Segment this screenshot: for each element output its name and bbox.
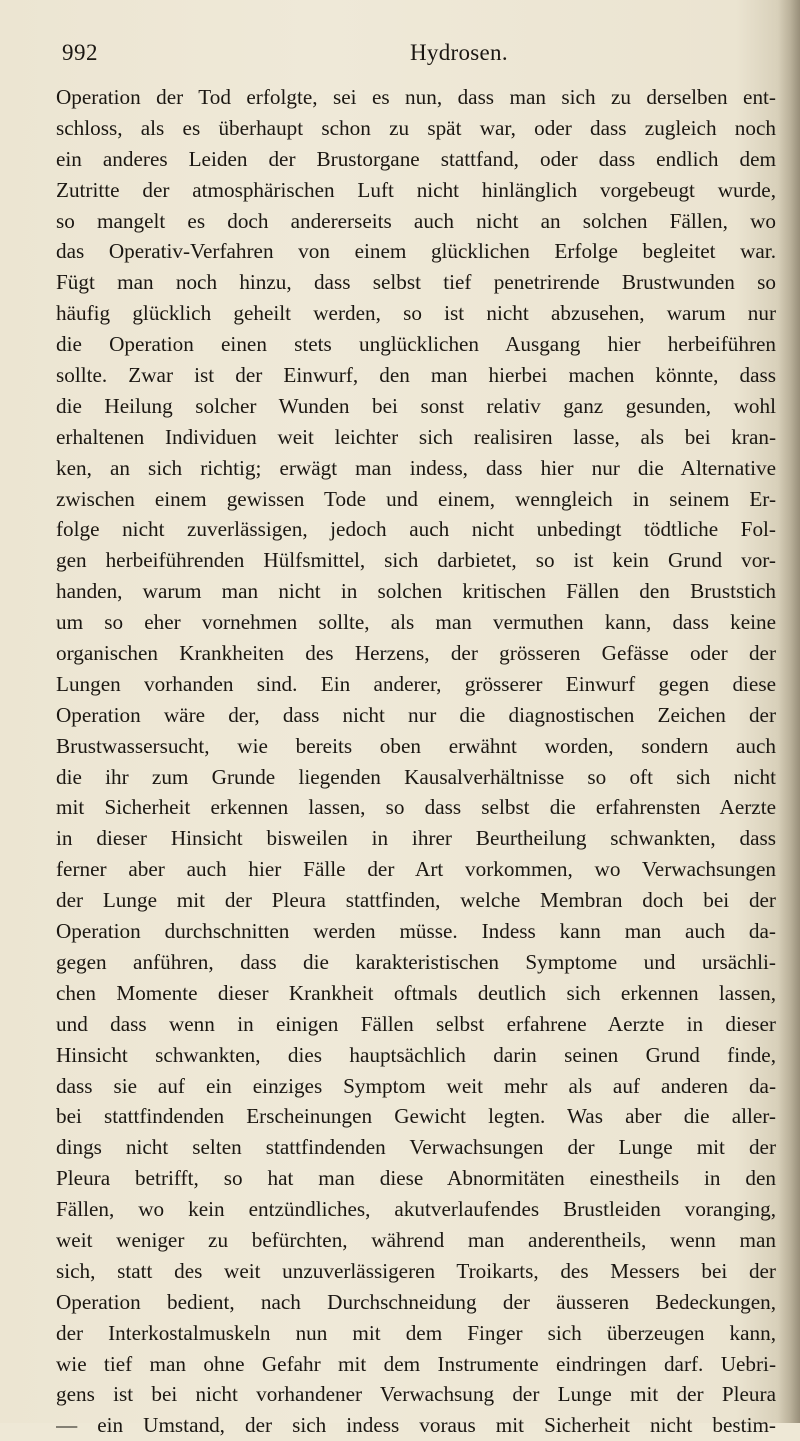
text-line: ken, an sich richtig; erwägt man indess, dass hier nur die Alternative [56,455,776,480]
text-line: häufig glücklich geheilt werden, so ist nicht abzusehen, warum nur [56,301,776,326]
text-line: Lungen vorhanden sind. Ein anderer, grösserer Einwurf gegen diese [56,671,776,696]
text-line: Operation durchschnitten werden müsse. Indess kann man auch da- [56,919,776,944]
text-line: dings nicht selten stattfindenden Verwachsungen der Lunge mit der [56,1135,776,1160]
text-line: sich, statt des weit unzuverlässigeren Troikarts, des Messers bei der [56,1258,776,1283]
page-edge-shadow [778,0,800,1423]
text-line: in dieser Hinsicht bisweilen in ihrer Beurtheilung schwankten, dass [56,826,776,851]
running-head [62,40,762,80]
text-line: und dass wenn in einigen Fällen selbst erfahrene Aerzte in dieser [56,1011,776,1036]
text-line: zwischen einem gewissen Tode und einem, wenngleich in seinem Er- [56,486,776,511]
text-line: chen Momente dieser Krankheit oftmals deutlich sich erkennen lassen, [56,980,776,1005]
running-title: Hydrosen. [410,40,508,65]
text-line: der Interkostalmuskeln nun mit dem Finger sich überzeugen kann, [56,1320,776,1345]
text-line: ferner aber auch hier Fälle der Art vorkommen, wo Verwachsungen [56,857,776,882]
text-line: die Heilung solcher Wunden bei sonst relativ ganz gesunden, wohl [56,393,776,418]
text-line: ein anderes Leiden der Brustorgane stattfand, oder dass endlich dem [56,146,776,171]
text-line: gegen anführen, dass die karakteristischen Symptome und ursächli- [56,949,776,974]
text-line: Pleura betrifft, so hat man diese Abnormitäten einestheils in den [56,1166,776,1191]
text-line: folge nicht zuverlässigen, jedoch auch nicht unbedingt tödtliche Fol- [56,517,776,542]
text-line: das Operativ-Verfahren von einem glücklichen Erfolge begleitet war. [56,239,776,264]
text-line: erhaltenen Individuen weit leichter sich realisiren lasse, als bei kran- [56,424,776,449]
text-line: wie tief man ohne Gefahr mit dem Instrumente eindringen darf. Uebri- [56,1351,776,1376]
text-line: Operation bedient, nach Durchschneidung der äusseren Bedeckungen, [56,1289,776,1314]
text-line: so mangelt es doch andererseits auch nicht an solchen Fällen, wo [56,208,776,233]
text-line: gen herbeiführenden Hülfsmittel, sich darbietet, so ist kein Grund vor- [56,548,776,573]
text-line: die Operation einen stets unglücklichen Ausgang hier herbeiführen [56,332,776,357]
text-line: — ein Umstand, der sich indess voraus mit Sicherheit nicht bestim- [56,1413,776,1438]
text-line: der Lunge mit der Pleura stattfinden, welche Membran doch bei der [56,888,776,913]
text-line: organischen Krankheiten des Herzens, der grösseren Gefässe oder der [56,641,776,666]
text-line: sollte. Zwar ist der Einwurf, den man hierbei machen könnte, dass [56,363,776,388]
text-line: bei stattfindenden Erscheinungen Gewicht legten. Was aber die aller- [56,1104,776,1129]
text-line: Operation der Tod erfolgte, sei es nun, dass man sich zu derselben ent- [56,85,776,109]
text-line: Zutritte der atmosphärischen Luft nicht hinlänglich vorgebeugt wurde, [56,177,776,202]
text-line: Hinsicht schwankten, dies hauptsächlich darin seinen Grund finde, [56,1042,776,1067]
text-line: handen, warum man nicht in solchen kritischen Fällen den Bruststich [56,579,776,604]
text-line: Brustwassersucht, wie bereits oben erwähnt worden, sondern auch [56,733,776,758]
text-line: mit Sicherheit erkennen lassen, so dass selbst die erfahrensten Aerzte [56,795,776,820]
text-line: Operation wäre der, dass nicht nur die diagnostischen Zeichen der [56,702,776,727]
text-line: dass sie auf ein einziges Symptom weit mehr als auf anderen da- [56,1073,776,1098]
body-text [56,82,776,1441]
text-line: weit weniger zu befürchten, während man anderentheils, wenn man [56,1227,776,1252]
text-line: die ihr zum Grunde liegenden Kausalverhältnisse so oft sich nicht [56,764,776,789]
text-line: Fügt man noch hinzu, dass selbst tief penetrirende Brustwunden so [56,270,776,295]
page-number: 992 [62,40,98,65]
text-line: Fällen, wo kein entzündliches, akutverlaufendes Brustleiden voranging, [56,1197,776,1222]
text-line: gens ist bei nicht vorhandener Verwachsung der Lunge mit der Pleura [56,1382,776,1407]
text-line: um so eher vornehmen sollte, als man vermuthen kann, dass keine [56,610,776,635]
text-line: schloss, als es überhaupt schon zu spät war, oder dass zugleich noch [56,115,776,140]
